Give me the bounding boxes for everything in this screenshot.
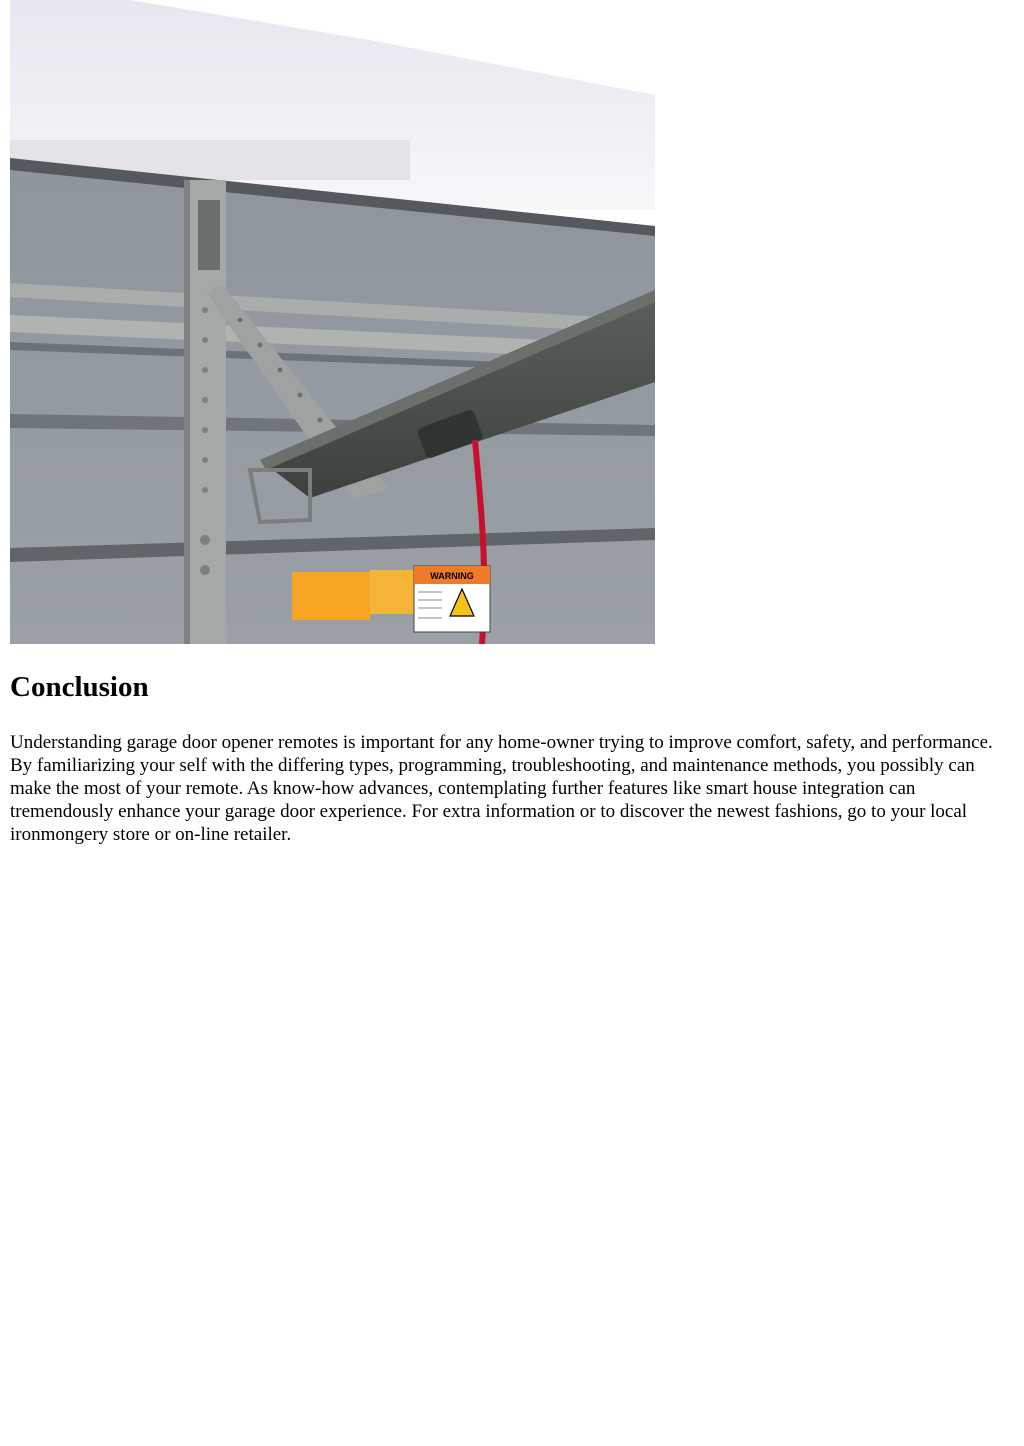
conclusion-paragraph: Understanding garage door opener remotes is important for any home-owner trying to improve comfort, safety, and performance. By familiarizing your self with the differing types, programming, troubleshooting, and maintenance methods, you possibly can make the most of your remote. As know-how advances, contemplating further features like smart house integration can tremendously enhance your garage door experience. For extra information or to discover the newest fashions, go to your local ironmongery store or on-line retailer.: [10, 732, 993, 845]
section-heading: Conclusion: [10, 671, 149, 703]
warning-label: WARNING: [430, 571, 474, 581]
instruction-sticker: [370, 570, 414, 614]
bracket-hardware: [198, 200, 220, 270]
garage-door-opener-photo: [10, 0, 655, 644]
warning-sticker: [414, 566, 490, 632]
caution-sticker: [292, 572, 370, 620]
